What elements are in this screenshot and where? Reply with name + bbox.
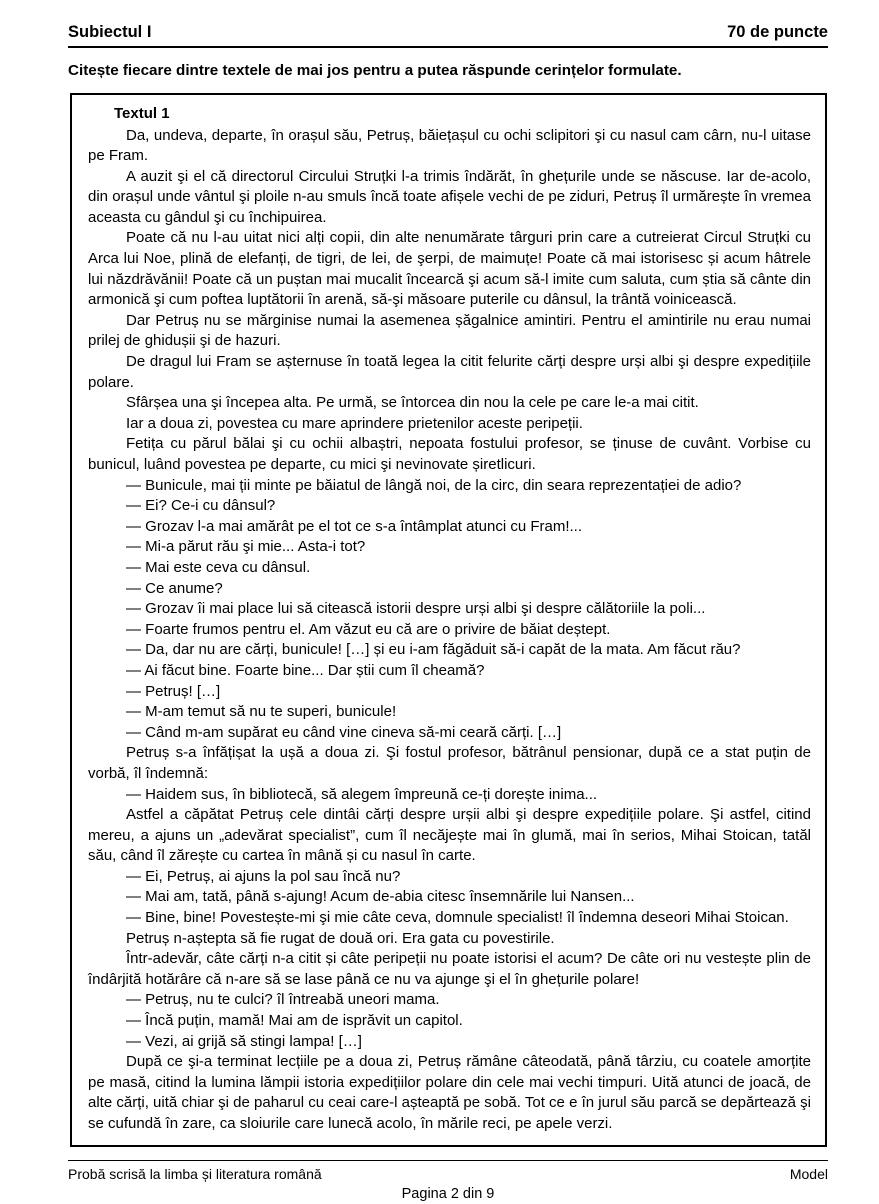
- passage-paragraph: Da, undeva, departe, în orașul său, Petruș, băiețașul cu ochi sclipitori şi cu nasul cam cârn, nu-l uitase pe Fram.: [88, 126, 811, 165]
- dialog-line: — Petruș, nu te culci? îl întreabă uneori mama.: [126, 991, 440, 1009]
- footer-model-label: Model: [789, 1166, 828, 1182]
- points-label: 70 de puncte: [727, 23, 828, 41]
- dialog-line: — Ai făcut bine. Foarte bine... Dar știi cum îl cheamă?: [126, 661, 485, 679]
- footer-row: [68, 1165, 828, 1183]
- passage-paragraph: A auzit şi el că directorul Circului Struțki l-a trimis îndărăt, în ghețurile unde se născuse. Iar de-acolo, din orașul unde vântul şi ploile n-au smuls încă toate afișele vechi de pe ziduri, Petruș îl urmărește în vremea aceasta cu gândul şi cu închipuirea.: [88, 167, 811, 226]
- dialog-line: — Încă puțin, mamă! Mai am de isprăvit un capitol.: [126, 1012, 463, 1030]
- passage-paragraph: Dar Petruș nu se mărginise numai la asemenea șăgalnice amintiri. Pentru el amintirile nu erau numai prilej de ghidușii şi de hazuri.: [88, 311, 811, 350]
- dialog-line: — Haidem sus, în bibliotecă, să alegem împreună ce-ți dorește inima...: [126, 785, 598, 803]
- passage-paragraph: Într-adevăr, câte cărți n-a citit și câte peripeții nu poate istorisi el acum? De câte ori nu vestește plin de îndârjită hotărâre că n-are să se lase până ce nu va ajunge şi el în ghețurile polare!: [88, 950, 811, 988]
- passage-paragraph: Petruș s-a înfățișat la ușă a doua zi. Şi fostul profesor, bătrânul pensionar, după ce a stat puțin de vorbă, îl îndemnă:: [88, 744, 811, 782]
- dialog-line: — Ei, Petruș, ai ajuns la pol sau încă nu?: [126, 867, 401, 885]
- dialog-line: — Când m-am supărat eu când vine cineva să-mi ceară cărți. […]: [126, 723, 562, 741]
- dialog-line: — Grozav îi mai place lui să citească istorii despre urși albi şi despre călătoriile la poli...: [126, 600, 706, 618]
- dialog-line: — Bunicule, mai ții minte pe băiatul de lângă noi, de la circ, din seara reprezentației de adio?: [126, 476, 742, 494]
- passage-paragraph: Sfârșea una şi începea alta. Pe urmă, se întorcea din nou la cele pe care le-a mai citit.: [126, 394, 699, 412]
- dialog-line: — Mai am, tată, până s-ajung! Acum de-abia citesc însemnările lui Nansen...: [126, 888, 635, 906]
- dialog-line: — Petruș! […]: [126, 682, 221, 700]
- dialog-line: — Ei? Ce-i cu dânsul?: [126, 497, 276, 515]
- dialog-line: — Ce anume?: [126, 579, 223, 597]
- passage-paragraph: De dragul lui Fram se așternuse în toată legea la citit felurite cărți despre urși albi şi despre expedițiile polare.: [88, 353, 811, 391]
- dialog-line: — Da, dar nu are cărți, bunicule! […] și eu i-am făgăduit să-i capăt de la mata. Am făcut rău?: [126, 641, 741, 659]
- dialog-line: — Vezi, ai grijă să stingi lampa! […]: [126, 1032, 362, 1050]
- dialog-line: — Foarte frumos pentru el. Am văzut eu că are o privire de băiat deștept.: [126, 620, 611, 638]
- footer-page-number: Pagina 2 din 9: [401, 1186, 495, 1203]
- dialog-line: — Mi-a părut rău şi mie... Asta-i tot?: [126, 538, 366, 556]
- dialog-line: — M-am temut să nu te superi, bunicule!: [126, 703, 397, 721]
- passage-paragraph: Iar a doua zi, povestea cu mare aprindere prietenilor aceste peripeții.: [126, 414, 583, 432]
- page-header: [68, 22, 828, 48]
- passage-paragraph: Astfel a căpătat Petruș cele dintâi cărți despre urșii albi şi despre expedițiile polare. Şi astfel, citind mereu, a ajuns un „adevărat specialist”, cum îl necăjește mai în glumă, mai în serios, Mihai Stoican, tatăl său, când îl zărește cu cartea în mână și cu nasul în carte.: [88, 806, 811, 865]
- footer-exam-label: Probă scrisă la limba și literatura română: [68, 1166, 322, 1182]
- text-passage-box: [70, 93, 827, 1147]
- page-footer: [68, 1160, 828, 1204]
- passage-paragraph: După ce şi-a terminat lecțiile pe a doua zi, Petruș rămâne câteodată, până târziu, cu coatele amorțite pe masă, citind la lumina lămpii istoria expedițiilor polare din cele mai vechi timpuri. Uită atunci de joacă, de alte cărți, uită chiar şi de paharul cu ceai care-l așteaptă pe sobă. Tot ce e în jurul său parcă se depărtează şi se cufundă în zare, ca sloiurile care lunecă acolo, în mările reci, pe apele verzi.: [88, 1053, 811, 1132]
- instruction-text: Citește fiecare dintre textele de mai jos pentru a putea răspunde cerințelor formulate.: [68, 62, 682, 79]
- dialog-line: — Grozav l-a mai amărât pe el tot ce s-a întâmplat atunci cu Fram!...: [126, 517, 582, 535]
- passage-paragraph: Fetița cu părul bălai şi cu ochii albaștri, nepoata fostului profesor, se ținuse de cuvânt. Vorbise cu bunicul, luând povestea pe departe, cu mici şi nevinovate șiretlicuri.: [88, 435, 811, 473]
- dialog-line: — Mai este ceva cu dânsul.: [126, 558, 311, 576]
- passage-paragraph: Petruș n-aștepta să fie rugat de două ori. Era gata cu povestirile.: [126, 929, 555, 947]
- subject-title: Subiectul I: [68, 23, 152, 41]
- passage-title: Textul 1: [114, 105, 170, 122]
- dialog-line: — Bine, bine! Povestește-mi şi mie câte ceva, domnule specialist! îl îndemna deseori Mihai Stoican.: [126, 909, 789, 927]
- passage-paragraph: Poate că nu l-au uitat nici alți copii, din alte nenumărate târguri prin care a cutreierat Circul Struțki cu Arca lui Noe, plină de elefanți, de tigri, de lei, de şerpi, de maimuțe! Poate că mai istorisesc și acum hâtrele lui năzdrăvănii! Poate că un puștan mai mucalit încearcă şi acum să-l imite cum saluta, cum știa să cânte din armonică şi cum poftea luptătorii în arenă, să-şi măsoare puterile cu dânsul, la trântă voinicească.: [88, 229, 811, 309]
